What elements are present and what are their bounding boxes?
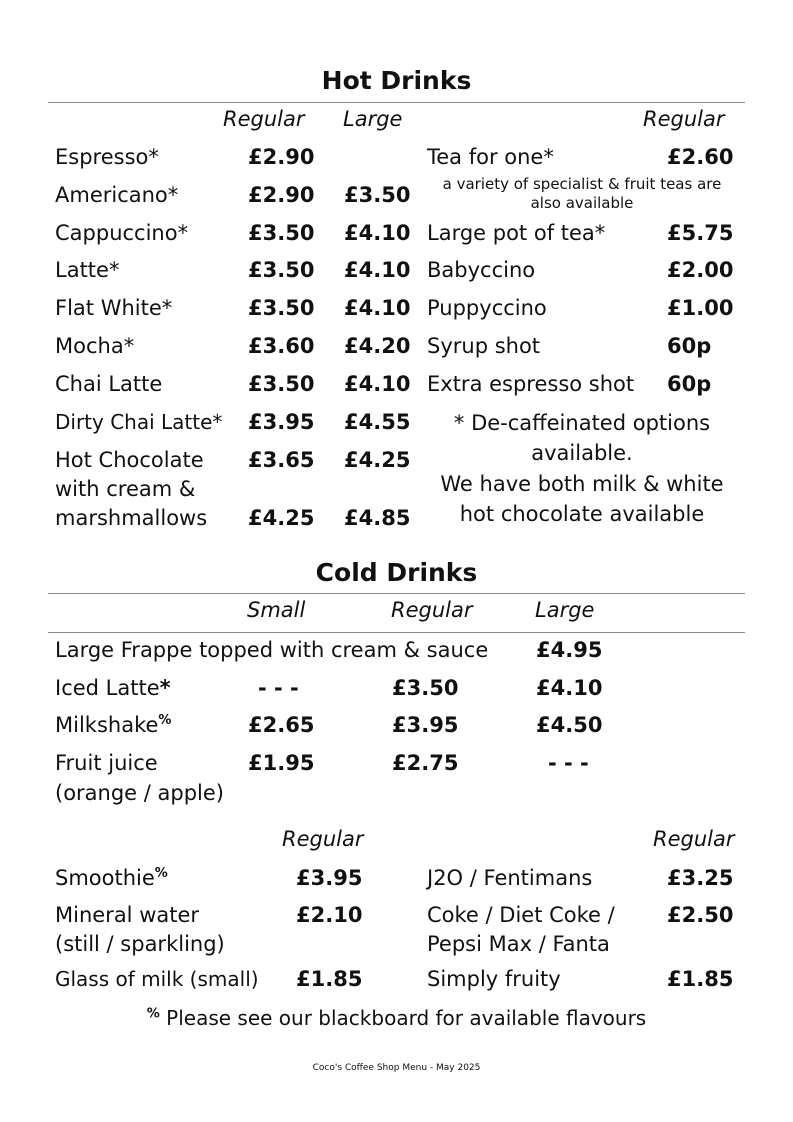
coke-line2: Pepsi Max / Fanta (427, 932, 610, 956)
hot-col-large: Large (343, 107, 403, 131)
menu-item-regular-price: £3.60 (248, 334, 315, 358)
flavour-note: % Please see our blackboard for available flavours (146, 1006, 647, 1030)
hot-col-regular: Regular (223, 107, 305, 131)
menu-item-large-price: £4.10 (344, 221, 411, 245)
hot-chocolate-regular-price: £3.65 (248, 448, 315, 472)
j2o-name: J2O / Fentimans (427, 866, 593, 890)
menu-item-price: £5.75 (667, 221, 734, 245)
footer: Coco's Coffee Shop Menu - May 2025 (312, 1063, 481, 1073)
coke-price: £2.50 (667, 903, 734, 927)
milkshake-name: Milkshake% (55, 713, 172, 737)
cold-drinks-title: Cold Drinks (315, 558, 478, 587)
menu-item-price: £1.00 (667, 296, 734, 320)
menu-item-price: 60p (667, 334, 712, 358)
coke-line1: Coke / Diet Coke / (427, 903, 615, 927)
milk-name: Glass of milk (small) (55, 967, 259, 991)
smoothie-mark: % (154, 866, 168, 881)
hot-chocolate-note: We have both milk & white hot chocolate available (440, 472, 724, 526)
menu-item-name: Extra espresso shot (427, 372, 635, 396)
hot-chocolate-line1: Hot Chocolate (55, 448, 204, 472)
hot-chocolate-large-price: £4.25 (344, 448, 411, 472)
juice-large-price: - - - (548, 751, 589, 775)
j2o-price: £3.25 (667, 866, 734, 890)
menu-item-regular-price: £2.90 (248, 183, 315, 207)
iced-latte-small-price: - - - (258, 676, 299, 700)
menu-item-large-price: £4.55 (344, 410, 411, 434)
juice-small-price: £1.95 (248, 751, 315, 775)
menu-item-name: Espresso* (55, 145, 159, 169)
menu-item-large-price: £4.10 (344, 372, 411, 396)
milk-price: £1.85 (296, 967, 363, 991)
menu-item-large-price: £4.10 (344, 258, 411, 282)
cold-drinks-rule-top (48, 593, 745, 594)
hot-chocolate-with-regular-price: £4.25 (248, 506, 315, 530)
iced-latte-large-price: £4.10 (536, 676, 603, 700)
juice-line2: (orange / apple) (55, 781, 225, 805)
menu-item-large-price: £4.20 (344, 334, 411, 358)
hot-chocolate-with-large-price: £4.85 (344, 506, 411, 530)
smoothie-price: £3.95 (296, 866, 363, 890)
cold-drinks-rule-bottom (48, 632, 745, 633)
menu-item-name: Tea for one* (427, 145, 554, 169)
cold2-col-regular-right: Regular (653, 827, 735, 851)
iced-latte-regular-price: £3.50 (392, 676, 459, 700)
menu-item-name: Dirty Chai Latte* (55, 410, 223, 434)
menu-item-price: £2.00 (667, 258, 734, 282)
menu-item-price: £2.60 (667, 145, 734, 169)
menu-item-name: Babyccino (427, 258, 536, 282)
milkshake-large-price: £4.50 (536, 713, 603, 737)
menu-item-regular-price: £3.95 (248, 410, 315, 434)
flavour-mark: % (146, 1006, 160, 1022)
cold2-col-regular-left: Regular (282, 827, 364, 851)
menu-item-price: 60p (667, 372, 712, 396)
hot-chocolate-line3: marshmallows (55, 506, 208, 530)
menu-item-name: Large pot of tea* (427, 221, 606, 245)
smoothie-name: Smoothie% (55, 866, 168, 890)
menu-item-large-price: £4.10 (344, 296, 411, 320)
water-price: £2.10 (296, 903, 363, 927)
juice-line1: Fruit juice (55, 751, 158, 775)
water-line1: Mineral water (55, 903, 200, 927)
milkshake-mark: % (158, 713, 172, 728)
menu-item-name: Latte* (55, 258, 120, 282)
simply-fruity-name: Simply fruity (427, 967, 561, 991)
iced-latte-name: Iced Latte* (55, 676, 171, 700)
iced-latte-mark: * (159, 676, 171, 700)
frappe-price: £4.95 (536, 638, 603, 662)
menu-item-name: Flat White* (55, 296, 173, 320)
frappe-name: Large Frappe topped with cream & sauce (55, 638, 489, 662)
cold-col-small: Small (247, 598, 306, 622)
menu-item-name: Chai Latte (55, 372, 163, 396)
menu-item-large-price: £3.50 (344, 183, 411, 207)
water-line2: (still / sparkling) (55, 932, 225, 956)
menu-item-regular-price: £3.50 (248, 372, 315, 396)
menu-item-regular-price: £3.50 (248, 258, 315, 282)
menu-item-name: Puppyccino (427, 296, 547, 320)
milkshake-regular-price: £3.95 (392, 713, 459, 737)
simply-fruity-price: £1.85 (667, 967, 734, 991)
hot-drinks-title: Hot Drinks (321, 66, 472, 95)
cold-col-large: Large (535, 598, 595, 622)
menu-item-regular-price: £2.90 (248, 145, 315, 169)
decaf-note: * De-caffeinated options available. (453, 411, 711, 465)
hot-drinks-rule (48, 102, 745, 103)
menu-item-name: Americano* (55, 183, 179, 207)
juice-regular-price: £2.75 (392, 751, 459, 775)
menu-item-regular-price: £3.50 (248, 221, 315, 245)
menu-item-name: Mocha* (55, 334, 135, 358)
menu-item-name: Syrup shot (427, 334, 541, 358)
menu-item-regular-price: £3.50 (248, 296, 315, 320)
menu-item-name: Cappuccino* (55, 221, 189, 245)
milkshake-small-price: £2.65 (248, 713, 315, 737)
tea-variety-note: a variety of specialist & fruit teas are also available (442, 175, 722, 212)
hot-chocolate-line2: with cream & (55, 477, 196, 501)
cold-col-regular: Regular (391, 598, 473, 622)
hot-col-right-regular: Regular (643, 107, 725, 131)
